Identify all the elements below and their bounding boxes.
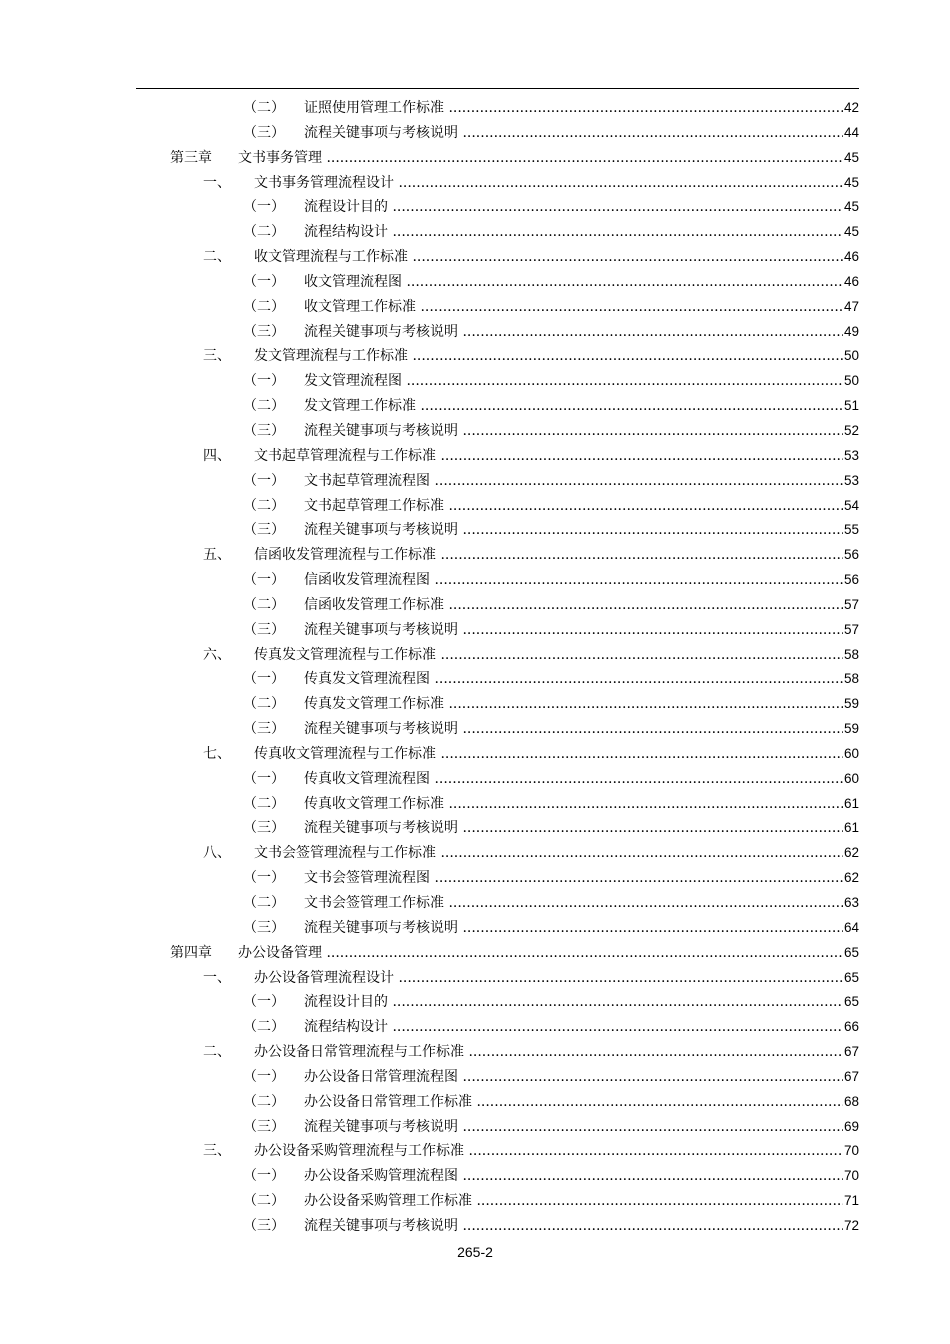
- toc-entry-page: 67: [843, 1040, 859, 1065]
- toc-entry-number: （三）: [243, 1217, 285, 1234]
- toc-entry-page: 60: [843, 767, 859, 792]
- toc-entry[interactable]: [0, 419, 950, 444]
- toc-entry[interactable]: [0, 444, 950, 469]
- toc-entry-number: （一）: [243, 870, 285, 887]
- toc-entry[interactable]: [0, 146, 950, 171]
- toc-entry-page: 62: [843, 841, 859, 866]
- toc-entry-number: 一、: [203, 969, 231, 986]
- toc-entry[interactable]: [0, 1214, 950, 1239]
- toc-entry-page: 61: [843, 792, 859, 817]
- toc-entry[interactable]: [0, 195, 950, 220]
- toc-entry[interactable]: [0, 618, 950, 643]
- toc-entry-title: 信函收发管理流程图 .....: [304, 568, 859, 593]
- toc-entry-title: 文书起草管理工作标准 .....: [304, 494, 859, 519]
- toc-entry-number: 二、: [203, 1044, 231, 1061]
- toc-entry-page: 52: [843, 419, 859, 444]
- toc-entry[interactable]: [0, 469, 950, 494]
- toc-entry-page: 45: [843, 195, 859, 220]
- toc-entry-page: 59: [843, 717, 859, 742]
- toc-entry-number: （二）: [243, 398, 285, 415]
- toc-entry[interactable]: [0, 717, 950, 742]
- toc-entry-number: （三）: [243, 522, 285, 539]
- toc-entry-page: 58: [843, 643, 859, 668]
- toc-entry-title: 流程结构设计 .....: [304, 1015, 859, 1040]
- toc-entry-page: 72: [843, 1214, 859, 1239]
- toc-entry-page: 46: [843, 270, 859, 295]
- toc-entry-number: （一）: [243, 1168, 285, 1185]
- toc-entry-number: （一）: [243, 994, 285, 1011]
- toc-entry[interactable]: [0, 966, 950, 991]
- toc-entry-title: 办公设备采购管理流程图 .....: [304, 1164, 859, 1189]
- toc-entry[interactable]: [0, 792, 950, 817]
- toc-entry-title: 发文管理流程与工作标准 .....: [254, 344, 859, 369]
- toc-entry-title: 流程关键事项与考核说明 .....: [304, 916, 859, 941]
- toc-entry-page: 67: [843, 1065, 859, 1090]
- toc-entry-title: 传真发文管理工作标准 .....: [304, 692, 859, 717]
- toc-entry-number: （二）: [243, 1093, 285, 1110]
- toc-entry-title: 流程设计目的 .....: [304, 990, 859, 1015]
- toc-entry-title: 传真收文管理工作标准 .....: [304, 792, 859, 817]
- toc-entry-page: 45: [843, 220, 859, 245]
- toc-entry[interactable]: [0, 916, 950, 941]
- toc-entry-number: （一）: [243, 671, 285, 688]
- toc-entry-title: 文书会签管理流程图 .....: [304, 866, 859, 891]
- toc-entry[interactable]: [0, 593, 950, 618]
- toc-entry-title: 文书事务管理流程设计 .....: [254, 171, 859, 196]
- toc-entry-title: 收文管理流程与工作标准 .....: [254, 245, 859, 270]
- toc-entry-page: 57: [843, 593, 859, 618]
- toc-entry[interactable]: [0, 1115, 950, 1140]
- toc-entry-page: 56: [843, 543, 859, 568]
- toc-entry[interactable]: [0, 1139, 950, 1164]
- toc-entry-number: （三）: [243, 124, 285, 141]
- toc-entry-number: （一）: [243, 199, 285, 216]
- toc-entry-title: 流程关键事项与考核说明 .....: [304, 518, 859, 543]
- toc-entry[interactable]: [0, 990, 950, 1015]
- toc-entry-title: 收文管理流程图 .....: [304, 270, 859, 295]
- toc-entry-title: 办公设备日常管理流程图 .....: [304, 1065, 859, 1090]
- toc-entry-page: 61: [843, 816, 859, 841]
- toc-entry-title: 证照使用管理工作标准 .....: [304, 96, 859, 121]
- toc-entry-title: 文书会签管理工作标准 .....: [304, 891, 859, 916]
- toc-entry-title: 办公设备日常管理工作标准 .....: [304, 1090, 859, 1115]
- toc-entry-title: 流程关键事项与考核说明 .....: [304, 121, 859, 146]
- toc-entry-page: 65: [843, 941, 859, 966]
- toc-entry-page: 65: [843, 966, 859, 991]
- toc-entry-page: 66: [843, 1015, 859, 1040]
- toc-entry[interactable]: [0, 96, 950, 121]
- toc-entry-title: 流程关键事项与考核说明 .....: [304, 1214, 859, 1239]
- toc-entry-title: 发文管理流程图 .....: [304, 369, 859, 394]
- toc-entry[interactable]: [0, 1065, 950, 1090]
- toc-entry-title: 信函收发管理流程与工作标准 .....: [254, 543, 859, 568]
- toc-entry-number: （三）: [243, 820, 285, 837]
- toc-entry-number: （二）: [243, 497, 285, 514]
- toc-entry-title: 文书会签管理流程与工作标准 .....: [254, 841, 859, 866]
- toc-entry-number: （一）: [243, 273, 285, 290]
- toc-entry-number: 五、: [203, 547, 231, 564]
- toc-entry-number: （三）: [243, 1118, 285, 1135]
- toc-entry[interactable]: [0, 767, 950, 792]
- toc-entry[interactable]: [0, 369, 950, 394]
- toc-entry-number: （二）: [243, 100, 285, 116]
- toc-entry-title: 传真发文管理流程与工作标准 .....: [254, 643, 859, 668]
- toc-entry-page: 55: [843, 518, 859, 543]
- toc-entry-title: 信函收发管理工作标准 .....: [304, 593, 859, 618]
- toc-entry[interactable]: [0, 643, 950, 668]
- toc-entry-page: 53: [843, 469, 859, 494]
- toc-entry-number: （三）: [243, 721, 285, 738]
- toc-entry[interactable]: [0, 171, 950, 196]
- toc-entry-page: 69: [843, 1115, 859, 1140]
- toc-entry-number: 一、: [203, 174, 231, 191]
- toc-entry[interactable]: [0, 220, 950, 245]
- toc-entry-page: 49: [843, 320, 859, 345]
- toc-entry-number: 二、: [203, 249, 231, 266]
- toc-entry-number: （二）: [243, 895, 285, 911]
- toc-entry[interactable]: [0, 518, 950, 543]
- toc-entry[interactable]: [0, 941, 950, 966]
- toc-entry[interactable]: [0, 270, 950, 295]
- toc-entry[interactable]: [0, 667, 950, 692]
- toc-entry-title: 流程关键事项与考核说明 .....: [304, 717, 859, 742]
- toc-entry-number: （三）: [243, 621, 285, 638]
- toc-entry-number: （二）: [243, 1193, 285, 1210]
- toc-entry-page: 68: [843, 1090, 859, 1115]
- toc-entry-title: 传真收文管理流程与工作标准 .....: [254, 742, 859, 767]
- toc-entry[interactable]: [0, 1090, 950, 1115]
- toc-entry-page: 62: [843, 866, 859, 891]
- header-rule: [136, 88, 859, 89]
- toc-entry-title: 流程设计目的 .....: [304, 195, 859, 220]
- toc-entry-page: 45: [843, 146, 859, 171]
- toc-entry[interactable]: [0, 891, 950, 916]
- toc-entry-page: 44: [843, 121, 859, 146]
- toc-entry-number: 八、: [203, 845, 231, 862]
- toc-entry[interactable]: [0, 245, 950, 270]
- toc-entry-number: 四、: [203, 447, 231, 464]
- toc-entry-page: 53: [843, 444, 859, 469]
- toc-entry-page: 58: [843, 667, 859, 692]
- toc-entry-number: （二）: [243, 1019, 285, 1036]
- toc-entry-page: 59: [843, 692, 859, 717]
- toc-entry-page: 50: [843, 344, 859, 369]
- toc-entry-title: 办公设备日常管理流程与工作标准 .....: [254, 1040, 859, 1065]
- toc-entry-title: 文书起草管理流程图 .....: [304, 469, 859, 494]
- toc-entry-number: （二）: [243, 696, 285, 713]
- toc-entry-title: 流程结构设计 .....: [304, 220, 859, 245]
- toc-entry-title: 办公设备管理流程设计 .....: [254, 966, 859, 991]
- toc-entry-number: 第三章: [170, 149, 212, 166]
- toc-entry-page: 63: [843, 891, 859, 916]
- toc-entry-number: （二）: [243, 298, 285, 315]
- toc-entry-page: 42: [843, 96, 859, 121]
- toc-entry-title: 文书起草管理流程与工作标准 .....: [254, 444, 859, 469]
- toc-entry-title: 文书事务管理 .....: [238, 146, 859, 171]
- toc-entry[interactable]: [0, 394, 950, 419]
- toc-entry-number: （三）: [243, 422, 285, 439]
- toc-entry[interactable]: [0, 494, 950, 519]
- toc-entry-page: 57: [843, 618, 859, 643]
- toc-entry-title: 发文管理工作标准 .....: [304, 394, 859, 419]
- toc-entry[interactable]: [0, 320, 950, 345]
- toc-entry-title: 流程关键事项与考核说明 .....: [304, 816, 859, 841]
- toc-entry[interactable]: [0, 295, 950, 320]
- toc-entry[interactable]: [0, 841, 950, 866]
- toc-entry[interactable]: [0, 1189, 950, 1214]
- toc-entry[interactable]: [0, 543, 950, 568]
- toc-entry-title: 办公设备采购管理工作标准 .....: [304, 1189, 859, 1214]
- toc-entry-number: 三、: [203, 1143, 231, 1160]
- toc-entry[interactable]: [0, 1164, 950, 1189]
- toc-entry[interactable]: [0, 692, 950, 717]
- toc-entry[interactable]: [0, 1040, 950, 1065]
- toc-entry-number: 七、: [203, 745, 231, 762]
- toc-entry-page: 50: [843, 369, 859, 394]
- toc-entry[interactable]: [0, 1015, 950, 1040]
- toc-entry-number: （一）: [243, 373, 285, 390]
- toc-entry[interactable]: [0, 742, 950, 767]
- toc-entry-title: 办公设备管理 .....: [238, 941, 859, 966]
- toc-entry-number: 第四章: [170, 944, 212, 961]
- toc-entry[interactable]: [0, 344, 950, 369]
- toc-entry-page: 64: [843, 916, 859, 941]
- toc-entry[interactable]: [0, 816, 950, 841]
- toc-entry-number: （二）: [243, 795, 285, 812]
- toc-entry-page: 56: [843, 568, 859, 593]
- toc-entry-page: 70: [843, 1139, 859, 1164]
- toc-entry[interactable]: [0, 866, 950, 891]
- toc-entry-number: 六、: [203, 646, 231, 663]
- toc-entry-number: （三）: [243, 323, 285, 340]
- toc-entry-number: （二）: [243, 224, 285, 241]
- toc-entry-title: 流程关键事项与考核说明 .....: [304, 320, 859, 345]
- toc-entry-page: 70: [843, 1164, 859, 1189]
- toc-entry-page: 60: [843, 742, 859, 767]
- table-of-contents: [0, 96, 950, 1239]
- toc-entry-title: 传真发文管理流程图 .....: [304, 667, 859, 692]
- toc-entry-number: 三、: [203, 348, 231, 365]
- toc-entry-title: 收文管理工作标准 .....: [304, 295, 859, 320]
- toc-entry-page: 45: [843, 171, 859, 196]
- toc-entry-number: （一）: [243, 770, 285, 787]
- toc-entry-number: （一）: [243, 472, 285, 489]
- toc-entry-page: 46: [843, 245, 859, 270]
- toc-entry[interactable]: [0, 121, 950, 146]
- toc-entry-title: 传真收文管理流程图 .....: [304, 767, 859, 792]
- toc-entry-title: 流程关键事项与考核说明 .....: [304, 419, 859, 444]
- page-number: 265-2: [457, 1244, 493, 1260]
- toc-entry-page: 71: [843, 1189, 859, 1214]
- toc-entry-page: 54: [843, 494, 859, 519]
- toc-entry-title: 流程关键事项与考核说明 .....: [304, 1115, 859, 1140]
- toc-entry-page: 65: [843, 990, 859, 1015]
- toc-entry-page: 47: [843, 295, 859, 320]
- toc-entry-page: 51: [843, 394, 859, 419]
- toc-entry-title: 流程关键事项与考核说明 .....: [304, 618, 859, 643]
- toc-entry-number: （二）: [243, 596, 285, 613]
- toc-entry-number: （一）: [243, 1068, 285, 1085]
- toc-entry-title: 办公设备采购管理流程与工作标准 .....: [254, 1139, 859, 1164]
- toc-entry-number: （一）: [243, 572, 285, 589]
- toc-entry-number: （三）: [243, 919, 285, 936]
- toc-entry[interactable]: [0, 568, 950, 593]
